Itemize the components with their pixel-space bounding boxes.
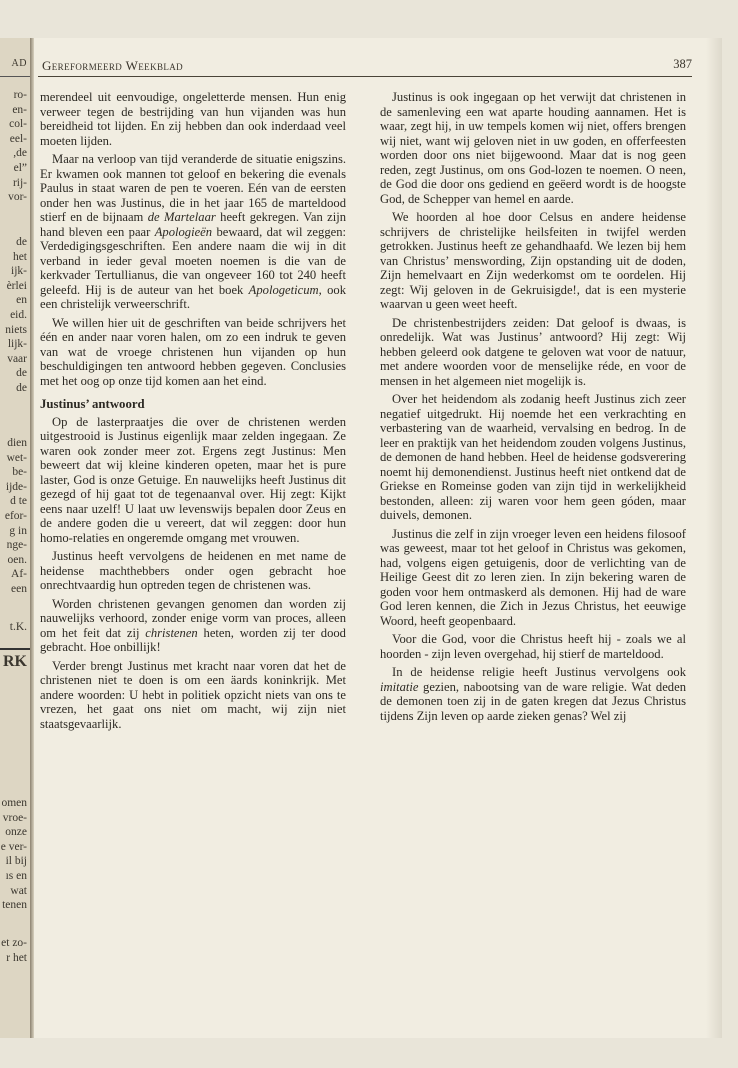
- paragraph: Justinus heeft vervolgens de heidenen en met name de heidense machthebbers onder ogen gebracht hoe onrechtvaardig hun optreden tegen de christenen was.: [40, 549, 346, 592]
- text-fragment: en: [16, 294, 27, 307]
- text-fragment: g in: [9, 524, 27, 537]
- header-rule: [38, 76, 692, 77]
- text-fragment: col-: [9, 118, 27, 131]
- previous-page-fragments-mid: [5, 235, 27, 396]
- text-fragment: et zo-: [1, 937, 27, 949]
- paragraph: We hoorden al hoe door Celsus en andere heidense schrijvers de christelijke heilsfeiten in twijfel werden getrokken. Justinus heeft ze gehandhaafd. We lezen bij hem van Christus’ menswording, Zijn opstanding uit de doden, Zijn hemelvaart en Zijn wederkomst om te oordelen. Hij zegt: Wij geloven in de Gekruisigde!, dat is een mysterie waarvan u geen weet heeft.: [380, 210, 686, 311]
- text-fragment: d te: [10, 495, 27, 508]
- text-fragment: èrlei: [6, 279, 27, 292]
- paragraph: Over het heidendom als zodanig heeft Justinus zich zeer negatief uitgedrukt. Hij noemde het een verkrachting en verbastering van de waarheid, vervalsing en bedrog. In de leer en praktijk van het heidendom zouden volgens Justinus, de demonen de hand hebben. Heel de heidense godsverering noemt hij demonendienst. Justinus heeft niet ontkend dat de Griekse en Romeinse goden van zijn tijd in werkelijkheid bestonden, alleen: zij waren voor hem geen góden, maar duivels, demonen.: [380, 392, 686, 522]
- text-fragment: ,de: [13, 147, 27, 160]
- paragraph: Justinus die zelf in zijn vroeger leven een heidens filosoof was geweest, maar tot het geloof in Christus was gekomen, had, volgens eigen getuigenis, door de verlichting van de Heilige Geest dit zo leren zien. In zijn bekering waren de goden voor hem ontmaskerd als demonen. Hij had de ware God leren kennen, die Zich in Jezus Christus, het eeuwige Woord, heeft geopenbaard.: [380, 526, 686, 628]
- text-fragment: de: [16, 236, 27, 248]
- section-heading: Justinus’ antwoord: [40, 397, 145, 411]
- previous-page-signoff: t.K.: [9, 621, 27, 633]
- text-fragment: efor-: [4, 509, 27, 522]
- paragraph: De christenbestrijders zeiden: Dat geloof is dwaas, is onredelijk. Wat was Justinus’ antwoord? Hij zegt: Wij hebben geleerd ook datgene te geloven wat voor de natuur, met andere woorden voor de menselijke réde, en voor de mensen in het algemeen niet mogelijk is.: [380, 315, 686, 388]
- previous-page-big-fragment: RK: [3, 653, 27, 670]
- text-fragment: tenen: [2, 899, 27, 912]
- previous-page-fragments-bottom: [1, 936, 27, 965]
- text-fragment: Af-: [11, 568, 27, 581]
- text-fragment: r het: [6, 951, 27, 964]
- text-fragment: niets: [5, 323, 27, 336]
- text-fragment: het: [12, 250, 27, 263]
- text-fragment: vroe-: [2, 811, 27, 824]
- paragraph: We willen hier uit de geschriften van beide schrijvers het één en ander naar voren halen, om zo een indruk te geven van wat de vroege christenen hun vijanden op hun beschuldigingen ten antwoord hebben gegeven. Conclusies met het oog op onze tijd komen aan het eind.: [40, 315, 346, 388]
- page-number: 387: [673, 57, 692, 71]
- text-fragment: ijk-: [11, 265, 27, 278]
- text-fragment: oen.: [7, 553, 27, 566]
- text-fragment: vaar: [7, 352, 27, 365]
- text-fragment: een: [11, 582, 27, 595]
- text-fragment: ıs en: [5, 869, 27, 882]
- previous-page-fragments-mid2: [5, 436, 27, 597]
- text-fragment: dien: [7, 437, 27, 449]
- text-fragment: el”: [13, 161, 27, 174]
- text-fragment: omen: [1, 797, 27, 809]
- previous-page-fragments-top: [8, 88, 27, 205]
- previous-page-header-rule: [0, 76, 30, 77]
- journal-title: Gereformeerd Weekblad: [42, 58, 184, 73]
- paragraph: In de heidense religie heeft Justinus vervolgens ook imitatie gezien, nabootsing van de ware religie. Wat deden de demonen toen zij in de gaten kregen dat Jezus Christus tijdens Zijn leven op aarde zieken genas? Wel zij: [380, 665, 686, 723]
- paragraph: Op de lasterpraatjes die over de christenen werden uitgestrooid is Justinus eigenlijk maar zelden ingegaan. Ze waren ook zonder meer zot. Ergens zegt Justinus: Men beweert dat wij kleine kinderen opeten, maar het is pure laster, God is onze Getuige. En nauwelijks heeft Justinus dit gezegd of hij gaat tot de tegenaanval over. Hij zegt: Kijkt eens naar uzelf! U laat uw levenswijs bepalen door Zeus en de andere goden die u vereert, dat wil zeggen: door hun homo-relaties en ongeremde omgang met vrouwen.: [40, 414, 346, 545]
- text-fragment: wat: [10, 884, 27, 897]
- paragraph: Voor die God, voor die Christus heeft hij - zoals we al hoorden - zijn leven overgehad, hij stierf de marteldood.: [380, 632, 686, 661]
- running-header: [42, 57, 692, 75]
- text-fragment: e ver-: [0, 840, 27, 853]
- paragraph: Verder brengt Justinus met kracht naar voren dat het de christenen niet te doen is om een äards koninkrijk. Met andere woorden: U hebt in politiek opzicht niets van ons te vrezen, het gaat ons niet om macht, wij zijn niet staatsgevaarlijk.: [40, 658, 346, 731]
- magazine-page: [34, 38, 722, 1038]
- text-fragment: il bij: [5, 855, 27, 868]
- text-fragment: eel-: [9, 132, 27, 145]
- paragraph: Justinus is ook ingegaan op het verwijt dat christenen in de samenleving een wat aparte houding aannamen. Het is waar, zegt hij, in uw tempels komen wij niet, offers brengen wij niet, want wij geloven niet in uw goden, en offerfeesten worden door ons niet bijgewoond. Maar dat is nog geen reden, zegt Justinus, om ons God-lozen te noemen. O neen, de God die door ons gediend en geëerd wordt is de hoogste God, de Schepper van hemel en aarde.: [380, 90, 686, 206]
- text-fragment: rij-: [12, 176, 27, 189]
- left-column: [40, 90, 346, 735]
- text-fragment: ro-: [13, 89, 27, 101]
- text-fragment: de: [16, 367, 27, 380]
- page-edge-shadow: [706, 38, 722, 1038]
- paragraph: Maar na verloop van tijd veranderde de situatie enigszins. Er kwamen ook mannen tot geloof en bekering die evenals Paulus in staat waren de pen te voeren. Eén van de eersten onder hen was Justinus, die in het jaar 165 de marteldood stierf en de bijnaam de Martelaar heeft gekregen. Van zijn hand bleven een paar Apologieën bewaard, dat wil zeggen: Verdedigingsgeschriften. Een andere naam die wij in dit verband in ieder geval moeten noemen is die van de kerkvader Tertullianus, die van ongeveer 160 tot 240 heeft geleefd. Hij is de auteur van het boek Apologeticum, ook een christelijk verweerschrift.: [40, 152, 347, 311]
- previous-page-header: AD: [11, 58, 27, 69]
- text-fragment: be-: [12, 466, 27, 479]
- text-fragment: de: [16, 381, 27, 394]
- paragraph: merendeel uit eenvoudige, ongeletterde mensen. Hun enig verweer tegen de bestrijding van hun vijanden was hun bereidheid tot lijden. En zij hebben dan ook inderdaad veel moeten lijden.: [40, 90, 346, 148]
- right-column: [380, 90, 686, 727]
- previous-page-fragments-low: [1, 796, 27, 913]
- previous-page-rule: [0, 648, 30, 650]
- text-fragment: onze: [5, 826, 27, 839]
- text-fragment: lijk-: [7, 338, 27, 351]
- text-fragment: eid.: [10, 308, 27, 321]
- paragraph: Worden christenen gevangen genomen dan worden zij nauwelijks verhoord, zonder enige vorm van proces, alleen om het feit dat zij christenen heten, worden zij ter dood gebracht. Hoe onbillijk!: [40, 596, 346, 654]
- text-fragment: en-: [12, 103, 27, 116]
- previous-page-edge: [0, 38, 30, 1038]
- text-fragment: wet-: [6, 451, 27, 464]
- text-fragment: vor-: [8, 191, 27, 204]
- text-fragment: nge-: [6, 539, 27, 552]
- text-fragment: ijde-: [5, 480, 27, 493]
